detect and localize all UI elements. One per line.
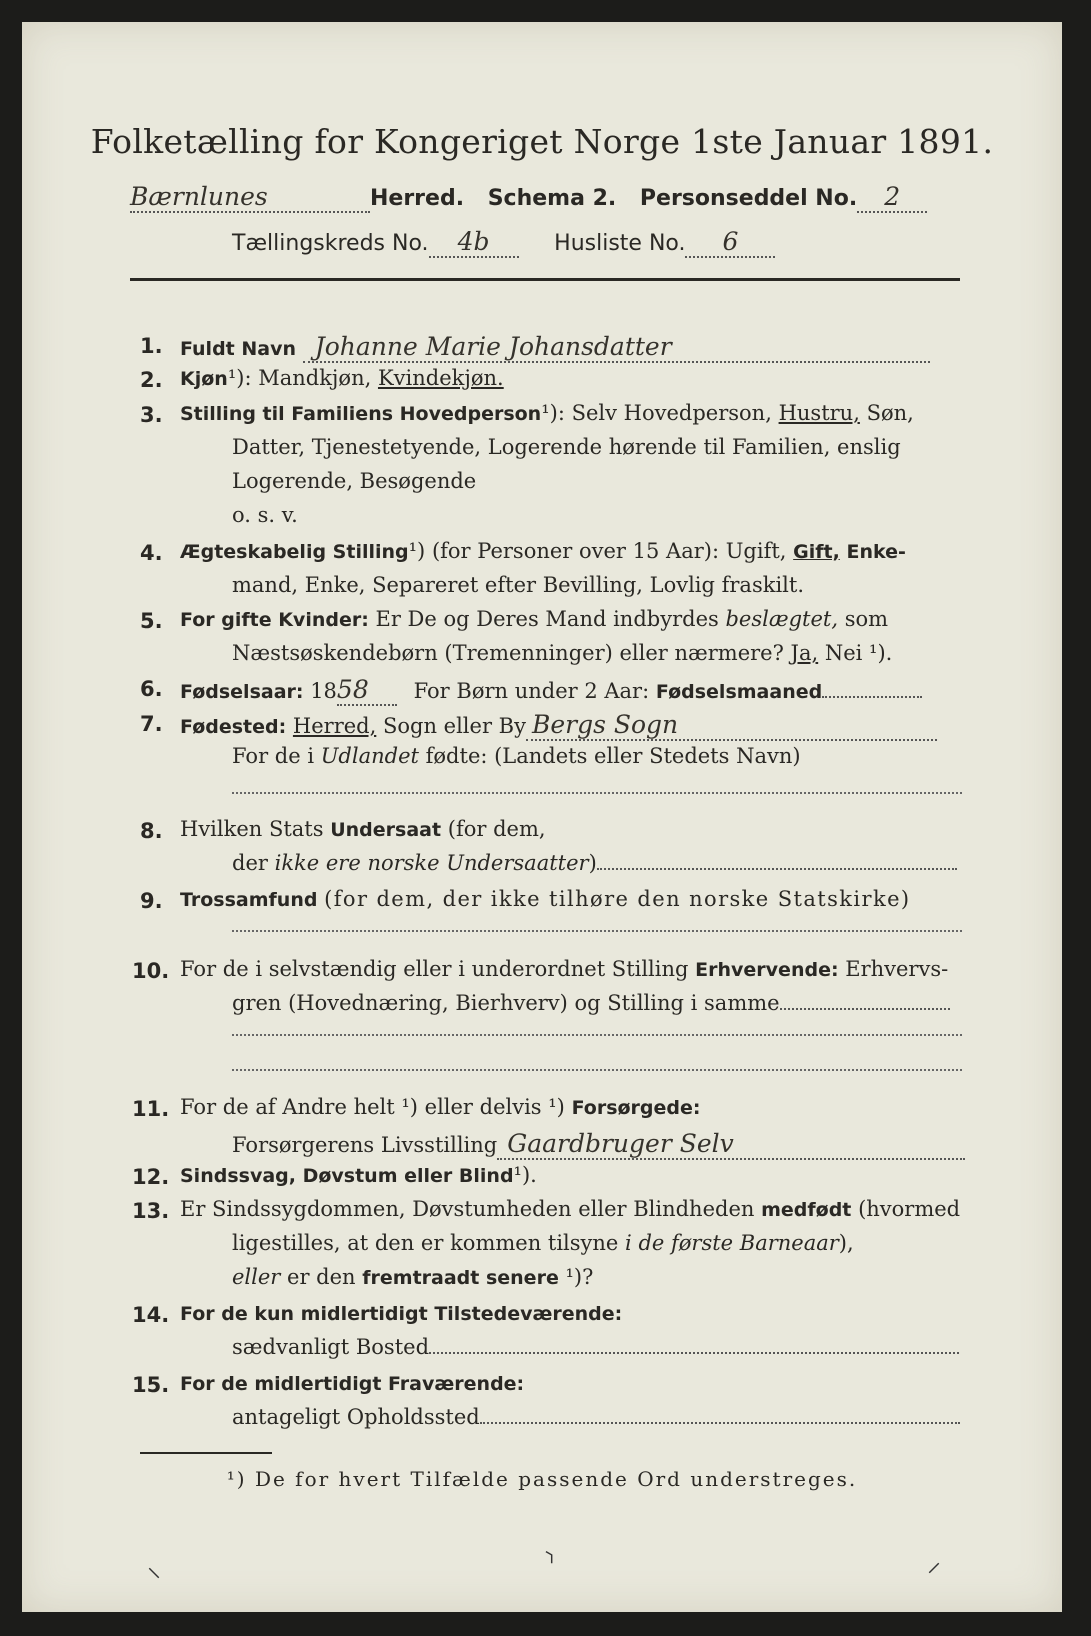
- q3-line3: Logerende, Besøgende: [232, 469, 477, 493]
- q12-sup: ¹).: [513, 1163, 537, 1187]
- q5-line2-underlined: Ja,: [790, 641, 819, 665]
- q11-label: Forsørgede:: [571, 1097, 701, 1119]
- q5-line1: [180, 607, 888, 631]
- q13-line1-a: Er Sindssygdommen, Døvstumheden eller Blindheden: [180, 1197, 755, 1221]
- q1-number: 1.: [140, 334, 163, 358]
- q14-line1: [180, 1301, 622, 1325]
- q5-line1-text: Er De og Deres Mand indbyrdes: [375, 607, 719, 631]
- q5-label: For gifte Kvinder:: [180, 609, 369, 631]
- q7-value: Bergs Sogn: [526, 710, 937, 741]
- q13-line3-a: er den: [287, 1265, 356, 1289]
- herred-label: Herred.: [370, 186, 465, 211]
- q4-number: 4.: [140, 541, 163, 565]
- q8-label: Undersaat: [330, 819, 442, 841]
- q12-number: 12.: [132, 1165, 170, 1189]
- q4-label: Ægteskabelig Stilling: [180, 541, 409, 563]
- q13-line2-b: ),: [838, 1231, 854, 1255]
- q8-line2-b: ): [588, 851, 597, 875]
- q6-label2: Fødselsmaaned: [655, 681, 823, 703]
- q4-line1-text: (for Personer over 15 Aar): Ugift,: [431, 539, 787, 563]
- q9-text: (for dem, der ikke tilhøre den norske Statskirke): [324, 887, 911, 911]
- q2-row: [180, 366, 504, 390]
- taellingskreds-line: [232, 227, 775, 258]
- q5-line2-text: Næstsøskendebørn (Tremenninger) eller nærmere?: [232, 641, 784, 665]
- q10-line1-a: For de i selvstændig eller i underordnet Stilling: [180, 957, 689, 981]
- q13-line2-a: ligestilles, at den er kommen tilsyne: [232, 1231, 619, 1255]
- q10-blank-line-1: [232, 1034, 962, 1036]
- q13-line2-italic: i de første Barneaar: [625, 1231, 839, 1255]
- q3-line2: Datter, Tjenestetyende, Logerende hørende til Familien, enslig: [232, 435, 901, 459]
- q4-line1-end: Enke-: [846, 541, 906, 563]
- q3-line1-underlined: Hustru,: [778, 401, 860, 425]
- q13-line3-b: ¹)?: [565, 1265, 594, 1289]
- q3-number: 3.: [140, 403, 163, 427]
- center-mark: ⸃: [542, 1545, 557, 1578]
- q14-label: For de kun midlertidigt Tilstedeværende:: [180, 1303, 623, 1325]
- q1-value: Johanne Marie Johansdatter: [303, 332, 930, 363]
- q3-line4: o. s. v.: [232, 503, 298, 527]
- q14-line2-text: sædvanligt Bosted: [232, 1335, 430, 1359]
- personseddel-label: Personseddel No.: [639, 186, 858, 211]
- q14-number: 14.: [132, 1303, 170, 1327]
- q10-line1: [180, 957, 948, 981]
- schema-label: Schema 2.: [487, 186, 617, 211]
- q7-line1-underlined: Herred,: [292, 714, 377, 738]
- q4-line1-underlined: Gift,: [793, 541, 840, 563]
- q6-text: For Børn under 2 Aar:: [413, 679, 650, 703]
- q11-value: Gaardbruger Selv: [497, 1129, 965, 1160]
- q11-line1: [180, 1095, 701, 1119]
- q13-line3: [232, 1265, 593, 1289]
- q2-text-b: Kvindekjøn.: [377, 366, 504, 390]
- q11-line2-text: Forsørgerens Livsstilling: [232, 1133, 498, 1157]
- q7-number: 7.: [140, 712, 163, 736]
- q8-number: 8.: [140, 819, 163, 843]
- q11-line2: [232, 1129, 965, 1160]
- q4-sup: ¹): [408, 539, 426, 563]
- q2-label: Kjøn: [180, 368, 228, 390]
- q10-label: Erhvervende:: [695, 959, 839, 981]
- taellingskreds-label: Tællingskreds No.: [232, 231, 429, 256]
- q4-line2: mand, Enke, Separeret efter Bevilling, Lovlig fraskilt.: [232, 573, 805, 597]
- q3-line1: [180, 401, 914, 425]
- q10-number: 10.: [132, 959, 170, 983]
- q13-label2: fremtraadt senere: [362, 1267, 559, 1289]
- personseddel-value: 2: [857, 182, 927, 213]
- footnote-rule: [140, 1452, 272, 1454]
- q15-blank: [480, 1422, 960, 1424]
- q13-number: 13.: [132, 1199, 170, 1223]
- q8-line1-b: (for dem,: [447, 817, 546, 841]
- herred-line: [130, 182, 927, 213]
- q9-blank-line: [232, 930, 962, 932]
- q7-line2-a: For de i: [232, 744, 315, 768]
- q8-line2: [232, 851, 957, 875]
- q15-line1: [180, 1371, 524, 1395]
- q8-line2-a: der: [232, 851, 268, 875]
- taellingskreds-value: 4b: [429, 227, 519, 258]
- q10-line2: [232, 991, 950, 1015]
- q15-label: For de midlertidigt Fraværende:: [180, 1373, 525, 1395]
- q15-line2-text: antageligt Opholdssted: [232, 1405, 480, 1429]
- q3-label: Stilling til Familiens Hovedperson: [180, 403, 542, 425]
- q1-label: Fuldt Navn: [180, 338, 297, 360]
- q14-line2: [232, 1335, 959, 1359]
- q6-number: 6.: [140, 677, 163, 701]
- header-rule: [130, 278, 960, 281]
- q10-line2-text: gren (Hovednæring, Bierhverv) og Stilling i samme: [232, 991, 780, 1015]
- q7-line1-text: Sogn eller By: [382, 714, 526, 738]
- q7-line2: [232, 744, 801, 768]
- q3-sup: ¹):: [541, 401, 565, 425]
- q12-label: Sindssvag, Døvstum eller Blind: [180, 1165, 514, 1187]
- q15-number: 15.: [132, 1373, 170, 1397]
- q7-line2-b: fødte: (Landets eller Stedets Navn): [425, 744, 801, 768]
- census-form-sheet: [22, 22, 1062, 1612]
- q13-line3-italic: eller: [232, 1265, 281, 1289]
- q7-line1: [180, 710, 937, 741]
- q13-line1-b: (hvormed: [858, 1197, 961, 1221]
- q13-label: medfødt: [761, 1199, 852, 1221]
- form-title: Folketælling for Kongeriget Norge 1ste Januar 1891.: [90, 122, 994, 161]
- q1-row: [180, 332, 930, 363]
- q11-line1-text: For de af Andre helt ¹) eller delvis ¹): [180, 1095, 565, 1119]
- q10-blank: [780, 1008, 950, 1010]
- q7-label: Fødested:: [180, 716, 287, 738]
- q11-number: 11.: [132, 1097, 170, 1121]
- herred-value: Bærnlunes: [130, 182, 370, 213]
- q13-line1: [180, 1197, 960, 1221]
- q8-line2-italic: ikke ere norske Undersaatter: [274, 851, 589, 875]
- q7-line2-italic: Udlandet: [320, 744, 419, 768]
- husliste-label: Husliste No.: [554, 231, 686, 256]
- q13-line2: [232, 1231, 854, 1255]
- q3-line1-text: Selv Hovedperson,: [571, 401, 772, 425]
- husliste-value: 6: [685, 227, 775, 258]
- q7-blank-line: [232, 792, 962, 794]
- q10-line1-b: Erhvervs-: [845, 957, 949, 981]
- corner-mark-right: ⸝: [927, 1545, 942, 1578]
- footnote: ¹) De for hvert Tilfælde passende Ord understreges.: [226, 1467, 858, 1491]
- q15-line2: [232, 1405, 960, 1429]
- q10-blank-line-2: [232, 1069, 962, 1071]
- q8-line1-a: Hvilken Stats: [180, 817, 324, 841]
- q5-line1-italic: beslægtet,: [725, 607, 838, 631]
- q2-text-a: Mandkjøn,: [258, 366, 372, 390]
- q6-row: [180, 675, 922, 706]
- q5-line2-end: Nei ¹).: [824, 641, 893, 665]
- q8-line1: [180, 817, 546, 841]
- q5-line2: [232, 641, 892, 665]
- q6-value: 58: [337, 675, 397, 706]
- q9-line1: [180, 887, 911, 911]
- q5-number: 5.: [140, 609, 163, 633]
- q9-label: Trossamfund: [180, 889, 318, 911]
- q8-blank: [597, 868, 957, 870]
- q9-number: 9.: [140, 889, 163, 913]
- q2-sup: ¹):: [227, 366, 252, 390]
- q14-blank: [429, 1352, 959, 1354]
- q12-row: [180, 1163, 537, 1187]
- q3-line1-end: Søn,: [866, 401, 914, 425]
- q6-label: Fødselsaar:: [180, 681, 304, 703]
- corner-mark-left: ⸜: [147, 1550, 162, 1583]
- q2-number: 2.: [140, 368, 163, 392]
- q5-line1-end: som: [844, 607, 889, 631]
- q6-birthmonth-blank: [822, 696, 922, 698]
- q6-prefix: 18: [310, 679, 337, 703]
- q4-line1: [180, 539, 906, 563]
